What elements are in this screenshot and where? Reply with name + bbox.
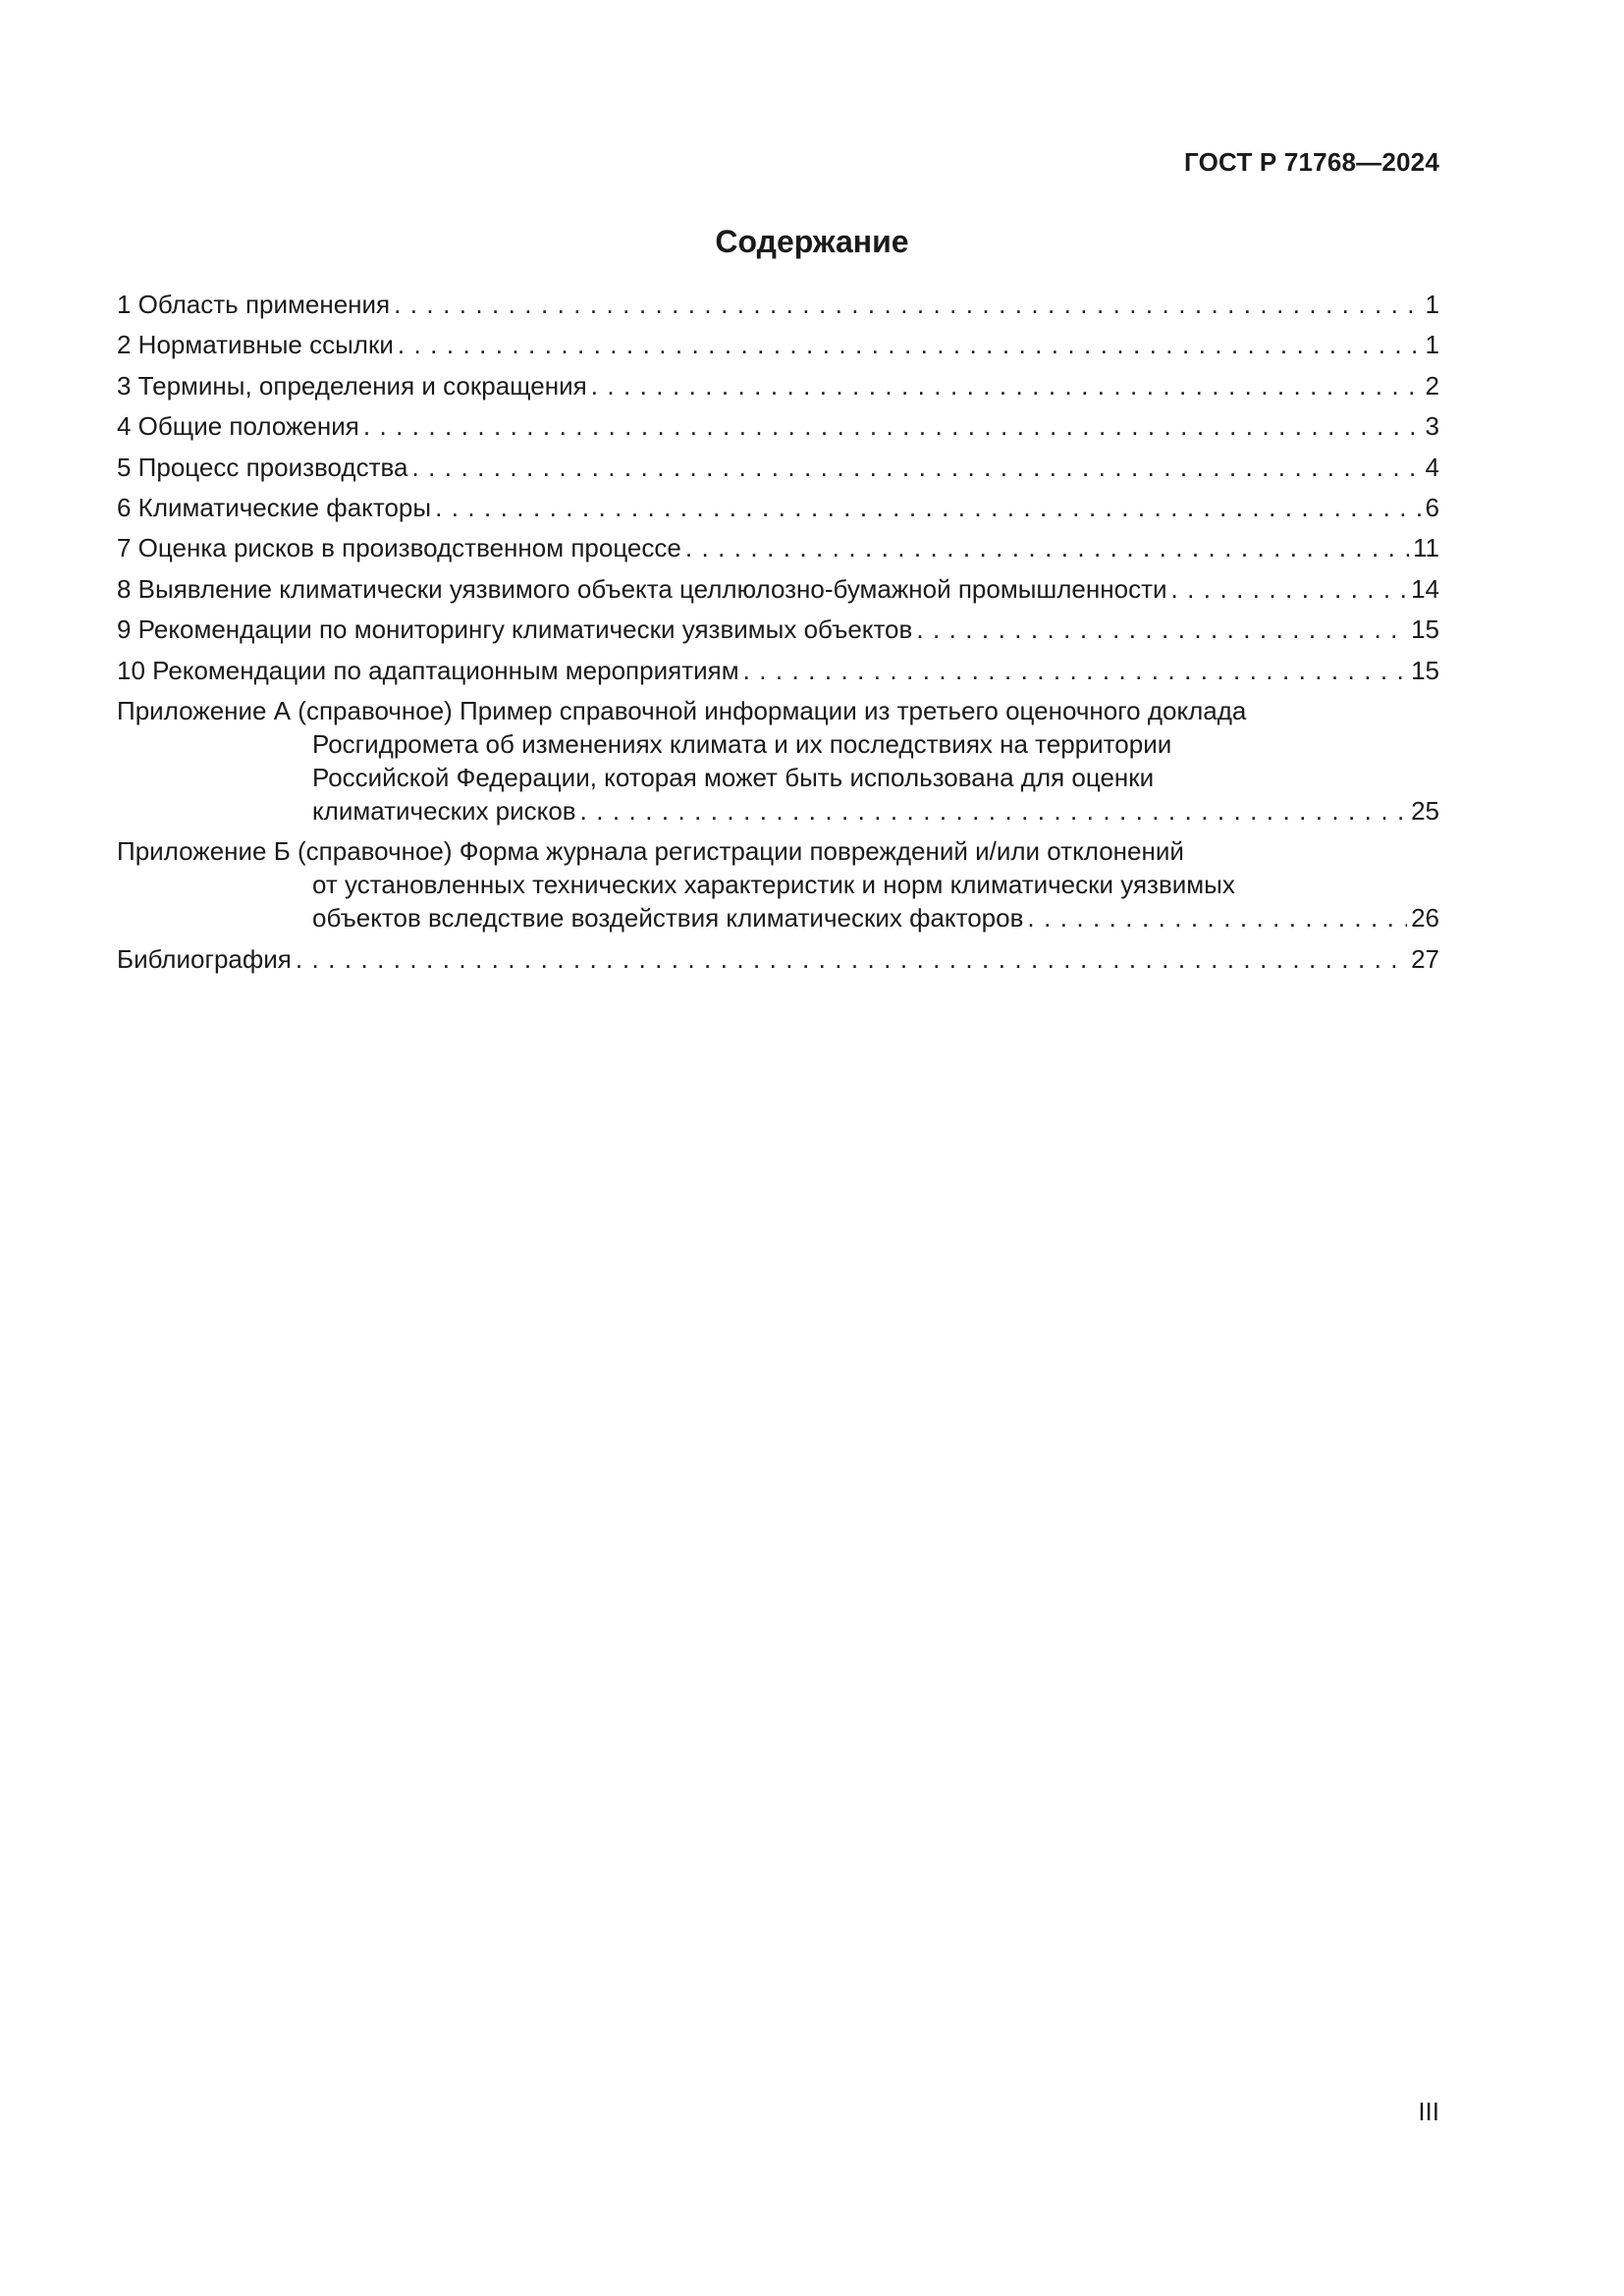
toc-entry-4[interactable] [117, 409, 1439, 443]
appendix-a-title-line: Российской Федерации, которая может быть использована для оценки [312, 762, 1155, 792]
toc-entry-label: 6 Климатические факторы [117, 492, 432, 522]
dot-leader [394, 288, 1421, 321]
dot-leader [435, 491, 1421, 524]
appendix-a-line-1 [117, 694, 1439, 727]
document-code: ГОСТ Р 71768—2024 [1184, 147, 1439, 177]
toc-entry-label: Библиография [117, 943, 292, 974]
toc-entry-6[interactable] [117, 491, 1439, 524]
appendix-b-title-line: от установленных технических характеристик и норм климатически уязвимых [312, 870, 1235, 900]
toc-entry-label: 1 Область применения [117, 290, 391, 319]
toc-entry-page: 6 [1425, 492, 1439, 522]
dot-leader [398, 328, 1422, 361]
appendix-b-title-line: Приложение Б (справочное) Форма журнала регистрации повреждений и/или отклонений [117, 836, 1184, 867]
toc-entry-page: 11 [1413, 533, 1439, 563]
dot-leader [363, 409, 1422, 443]
appendix-b-title-line: объектов вследствие воздействия климатических факторов [312, 903, 1024, 934]
toc-entry-1[interactable] [117, 288, 1439, 321]
dot-leader [916, 613, 1407, 646]
toc-entry-3[interactable] [117, 369, 1439, 402]
appendix-b-line-3 [117, 901, 1439, 934]
appendix-a-line-4 [117, 794, 1439, 828]
dot-leader [1171, 572, 1408, 606]
appendix-b-line-2 [117, 868, 1439, 901]
toc-entry-page: 26 [1411, 903, 1439, 934]
toc-entry-label: 4 Общие положения [117, 411, 359, 442]
dot-leader [580, 794, 1407, 828]
appendix-a-line-2 [117, 727, 1439, 761]
table-of-contents [117, 288, 1439, 983]
dot-leader [296, 942, 1407, 976]
toc-entry-label: 5 Процесс производства [117, 452, 408, 482]
dot-leader [412, 451, 1422, 484]
toc-title: Содержание [715, 224, 909, 259]
toc-entry-page: 25 [1411, 795, 1439, 826]
toc-entry-page: 2 [1425, 370, 1439, 400]
appendix-a-title-line: Росгидромета об изменениях климата и их последствиях на территории [312, 728, 1172, 759]
toc-entry-10[interactable] [117, 654, 1439, 687]
dot-leader [1027, 901, 1407, 934]
toc-entry-page: 14 [1411, 573, 1439, 604]
toc-entry-9[interactable] [117, 613, 1439, 646]
toc-entry-page: 3 [1425, 411, 1439, 442]
toc-entry-5[interactable] [117, 451, 1439, 484]
toc-entry-2[interactable] [117, 328, 1439, 361]
toc-entry-page: 4 [1425, 452, 1439, 482]
appendix-a-line-3 [117, 761, 1439, 794]
toc-entry-label: 8 Выявление климатически уязвимого объекта целлюлозно-бумажной промышленности [117, 573, 1167, 604]
appendix-a-title-line: Приложение А (справочное) Пример справочной информации из третьего оценочного доклада [117, 695, 1247, 725]
toc-entry-page: 1 [1425, 290, 1439, 319]
dot-leader [591, 369, 1422, 402]
toc-entry-label: 9 Рекомендации по мониторингу климатически уязвимых объектов [117, 614, 913, 645]
toc-entry-label: 10 Рекомендации по адаптационным мероприятиям [117, 655, 739, 685]
dot-leader [743, 654, 1407, 687]
toc-entry-page: 27 [1411, 943, 1439, 974]
page-number: III [1418, 2097, 1439, 2126]
toc-entry-7[interactable] [117, 531, 1439, 564]
appendix-a-title-line: климатических рисков [312, 795, 576, 826]
toc-entry-label: 3 Термины, определения и сокращения [117, 370, 587, 400]
toc-entry-8[interactable] [117, 572, 1439, 606]
dot-leader [685, 531, 1409, 564]
toc-entry-label: 2 Нормативные ссылки [117, 330, 394, 360]
toc-entry-appendix-b[interactable] [117, 834, 1439, 934]
toc-entry-label: 7 Оценка рисков в производственном процессе [117, 533, 681, 563]
toc-entry-page: 15 [1411, 655, 1439, 685]
toc-entry-appendix-a[interactable] [117, 694, 1439, 828]
toc-entry-page: 1 [1425, 330, 1439, 360]
toc-entry-bibliography[interactable] [117, 942, 1439, 976]
toc-entry-page: 15 [1411, 614, 1439, 645]
appendix-b-line-1 [117, 834, 1439, 868]
